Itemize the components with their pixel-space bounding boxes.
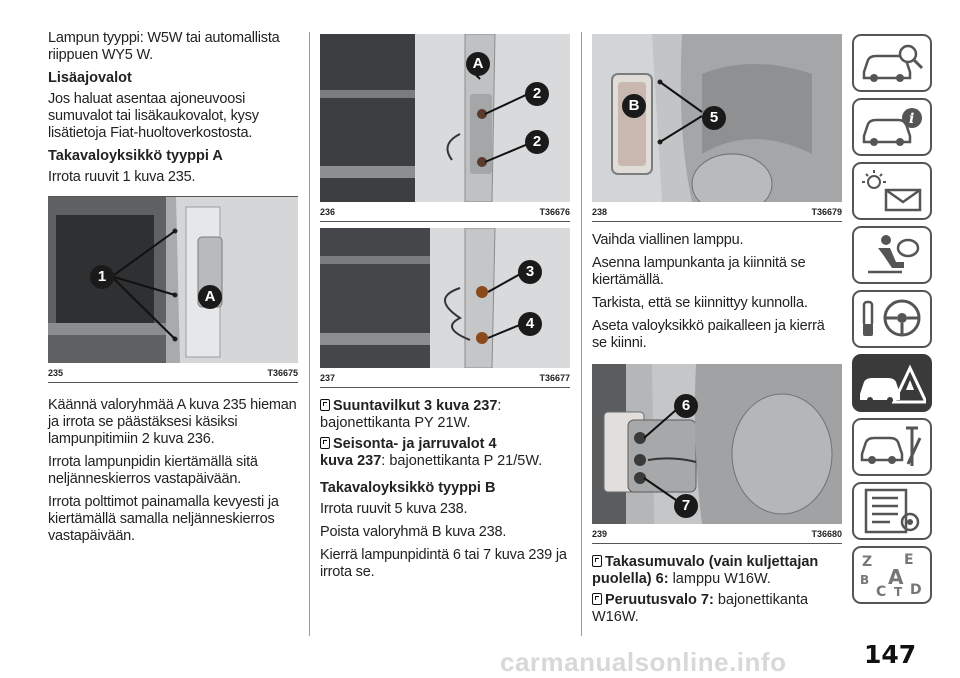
figure-236 [320,34,570,222]
callout-6: 6 [674,394,698,418]
warning-light-message-icon [858,168,926,214]
specifications-list-icon [858,488,926,534]
figure-237 [320,228,570,388]
rear-unit-b-heading: Takavaloyksikkö tyyppi B [320,480,496,496]
remove-group-b-paragraph: Poista valoryhmä B kuva 238. [320,524,507,540]
remove-bulbs-paragraph: Irrota polttimot painamalla kevyesti ja kiertämällä samalla neljänneskierros vastapäivään. [48,494,279,544]
figure-239-image [592,364,842,524]
index-letter-z: Z [862,554,873,570]
turn-signal-colon: : [497,398,502,414]
brake-light-label: Seisonta- ja jarruvalot 4 [333,436,497,452]
replace-bulb-paragraph: Vaihda viallinen lamppu. [592,232,744,248]
figure-236-caption [320,202,570,222]
index-letter-b: B [860,573,870,587]
bullet-icon [320,437,330,449]
turn-signal-item [320,398,570,432]
figure-number: 235 [48,368,64,378]
page-number: 147 [864,640,917,669]
tab-car-search[interactable] [852,34,932,92]
figure-number: 237 [320,373,336,383]
reverse-light-type-line2: W16W. [592,609,639,625]
figure-code: T36680 [811,529,842,539]
index-letter-t: T [894,585,903,598]
callout-a: A [466,52,490,76]
tab-specifications[interactable] [852,482,932,540]
bullet-icon [592,555,602,567]
figure-238-image [592,34,842,202]
figure-235 [48,196,298,383]
column-divider-2 [581,32,582,636]
chapter-tabs [852,34,932,610]
figure-code: T36675 [267,368,298,378]
car-breakdown-warning-icon [858,360,926,406]
tab-emergency[interactable] [852,354,932,412]
install-socket-paragraph: Asenna lampunkanta ja kiinnitä se kiertämällä. [592,255,806,288]
watermark: carmanualsonline.info [500,647,787,677]
car-search-icon [858,40,926,86]
bullet-icon [592,593,602,605]
figure-code: T36676 [539,207,570,217]
figure-239-caption [592,524,842,544]
figure-235-caption [48,363,298,383]
callout-a: A [198,285,222,309]
callout-5: 5 [702,106,726,130]
figure-238 [592,34,842,222]
brake-light-figure-ref: kuva 237 [320,453,382,469]
callout-7: 7 [674,494,698,518]
figure-number: 239 [592,529,608,539]
figure-number: 236 [320,207,336,217]
figure-code: T36677 [539,373,570,383]
tab-warning-lights[interactable] [852,162,932,220]
figure-237-caption [320,368,570,388]
extra-lights-paragraph: Jos haluat asentaa ajoneuvoosi sumuvalot tai lisäkaukovalot, kysy lisätietoja Fiat-huoltoverkostosta. [48,91,259,141]
callout-3: 3 [518,260,542,284]
rear-fog-item [592,554,842,588]
reverse-light-item [592,592,842,626]
callout-b: B [622,94,646,118]
tab-service[interactable] [852,418,932,476]
check-fastening-paragraph: Tarkista, että se kiinnittyy kunnolla. [592,295,808,311]
remove-screws-1-paragraph: Irrota ruuvit 1 kuva 235. [48,169,196,185]
remove-holder-paragraph: Irrota lampunpidin kiertämällä sitä neljänneskierros vastapäivään. [48,454,258,487]
airbag-seat-icon [858,232,926,278]
figure-239 [592,364,842,544]
figure-number: 238 [592,207,608,217]
column-3 [592,34,842,630]
rear-fog-type: lamppu W16W. [672,571,771,587]
column-divider-1 [309,32,310,636]
index-letter-a: A [888,565,904,589]
tab-safety[interactable] [852,226,932,284]
car-info-icon [858,104,926,150]
reverse-light-type: bajonettikanta [717,592,809,608]
column-1 [48,30,298,551]
callout-2-upper: 2 [525,82,549,106]
car-service-tools-icon [858,424,926,470]
rear-fog-label: Takasumuvalo (vain kuljettajan puolella) 6: [592,554,819,587]
index-letter-e: E [904,552,914,568]
key-steering-wheel-icon [858,296,926,342]
turn-signal-type: bajonettikanta PY 21W. [320,415,471,431]
extra-lights-heading: Lisäajovalot [48,70,132,86]
svg-text:i: i [909,111,915,127]
tab-index[interactable] [852,546,932,604]
index-letter-c: C [876,584,887,598]
column-2 [320,34,570,587]
figure-237-image [320,228,570,368]
rotate-holder-paragraph: Kierrä lampunpidintä 6 tai 7 kuva 239 ja irrota se. [320,547,567,580]
callout-1: 1 [90,265,114,289]
figure-238-caption [592,202,842,222]
brake-light-type: : bajonettikanta P 21/5W. [381,453,543,469]
callout-4: 4 [518,312,542,336]
rotate-group-paragraph: Käännä valoryhmää A kuva 235 hieman ja irrota se päästäksesi käsiksi lampunpitimiin 2 kuva 236. [48,397,297,447]
brake-light-item [320,436,570,470]
rear-unit-a-heading: Takavaloyksikkö tyyppi A [48,148,223,164]
lamp-type-paragraph: Lampun tyyppi: W5W tai automallista riippuen WY5 W. [48,30,280,63]
callout-2-lower: 2 [525,130,549,154]
reverse-light-label: Peruutusvalo 7: [605,592,714,608]
tab-car-info[interactable] [852,98,932,156]
tab-starting-driving[interactable] [852,290,932,348]
reinstall-unit-paragraph: Aseta valoyksikkö paikalleen ja kierrä se kiinni. [592,318,825,351]
alphabetical-index-icon [858,552,926,598]
figure-236-image [320,34,570,202]
bullet-icon [320,399,330,411]
figure-code: T36679 [811,207,842,217]
turn-signal-label: Suuntavilkut 3 kuva 237 [333,398,498,414]
index-letter-d: D [910,582,922,598]
remove-screws-5-paragraph: Irrota ruuvit 5 kuva 238. [320,501,468,517]
figure-235-image [48,197,298,363]
